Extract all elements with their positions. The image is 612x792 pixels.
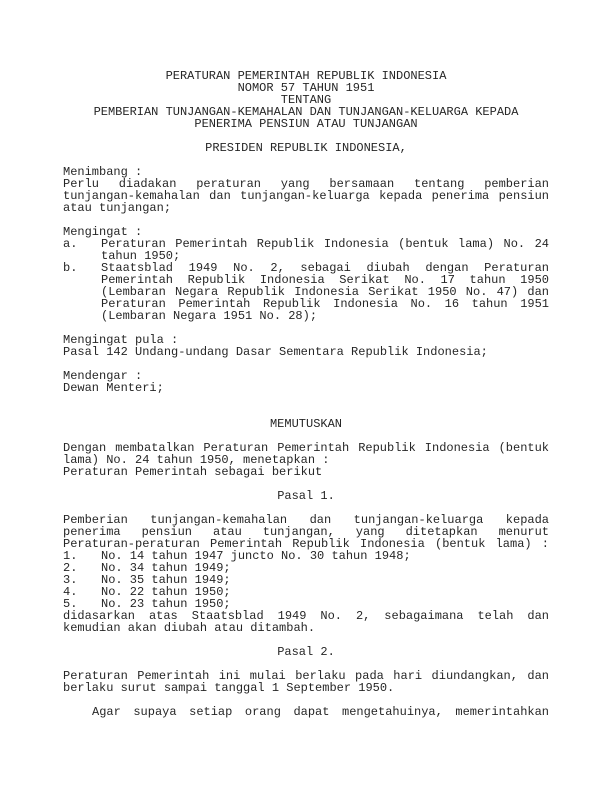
- blank-line: [63, 394, 549, 406]
- text-line: didasarkan atas Staatsblad 1949 No. 2, sebagaimana telah dan: [63, 609, 549, 623]
- text-line: Perlu diadakan peraturan yang bersamaan tentang pemberian: [63, 177, 549, 191]
- text-line: Pemberian tunjangan-kemahalan dan tunjangan-keluarga kepada: [63, 513, 549, 527]
- list-item-label: 5.: [63, 597, 78, 611]
- text-line: atau tunjangan;: [63, 201, 172, 215]
- text-line: (Lembaran Negara Republik Indonesia Serikat 1950 No. 47) dan: [101, 285, 549, 299]
- list-item-label: b.: [63, 261, 78, 275]
- text-line: tunjangan-kemahalan dan tunjangan-keluarga kepada penerima pensiun: [63, 189, 549, 203]
- list-item-text: Peraturan Pemerintah Republik Indonesia (bentuk lama) No. 24: [101, 237, 549, 251]
- heading-line: PENERIMA PENSIUN ATAU TUNJANGAN: [194, 117, 418, 131]
- text-line: Mengingat pula :: [63, 333, 179, 347]
- heading-line: MEMUTUSKAN: [269, 417, 342, 431]
- text-line: penerima pensiun atau tunjangan, yang ditetapkan menurut: [63, 525, 549, 539]
- list-item-text: No. 35 tahun 1949;: [101, 573, 231, 587]
- text-line: Peraturan Pemerintah sebagai berikut: [63, 465, 323, 479]
- text-line: berlaku surut sampai tanggal 1 September 1950.: [63, 681, 395, 695]
- list-item-label: 1.: [63, 549, 78, 563]
- text-line: Agar supaya setiap orang dapat mengetahuinya, memerintahkan: [92, 705, 549, 719]
- text-line: lama) No. 24 tahun 1950, menetapkan :: [63, 453, 330, 467]
- text-line: Dengan membatalkan Peraturan Pemerintah Republik Indonesia (bentuk: [63, 441, 549, 455]
- text-line: Mendengar :: [63, 369, 143, 383]
- text-line: Peraturan-peraturan Pemerintah Republik Indonesia (bentuk lama) :: [63, 537, 549, 551]
- text-line: Peraturan Pemerintah Republik Indonesia No. 16 tahun 1951: [101, 297, 549, 311]
- list-item-label: 2.: [63, 561, 78, 575]
- text-line: Mengingat :: [63, 225, 143, 239]
- text-line: (Lembaran Negara 1951 No. 28);: [101, 309, 318, 323]
- list-item-text: No. 34 tahun 1949;: [101, 561, 231, 575]
- heading-line: NOMOR 57 TAHUN 1951: [237, 81, 375, 95]
- list-item-text: No. 14 tahun 1947 juncto No. 30 tahun 1948;: [101, 549, 411, 563]
- text-line: tahun 1950;: [101, 249, 181, 263]
- text-line: Menimbang :: [63, 165, 143, 179]
- list-item-text: Staatsblad 1949 No. 2, sebagai diubah dengan Peraturan: [101, 261, 549, 275]
- heading-line: TENTANG: [280, 93, 332, 107]
- list-item-label: a.: [63, 237, 78, 251]
- list-item-label: 4.: [63, 585, 78, 599]
- list-item-text: No. 22 tahun 1950;: [101, 585, 231, 599]
- heading-line: Pasal 1.: [277, 489, 335, 503]
- heading-line: PRESIDEN REPUBLIK INDONESIA,: [205, 141, 407, 155]
- heading-line: Pasal 2.: [277, 645, 335, 659]
- list-item-label: 3.: [63, 573, 78, 587]
- text-line: kemudian akan diubah atau ditambah.: [63, 621, 316, 635]
- heading-line: PERATURAN PEMERINTAH REPUBLIK INDONESIA: [165, 69, 447, 83]
- text-line: Pemerintah Republik Indonesia Serikat No. 17 tahun 1950: [101, 273, 549, 287]
- text-line: Peraturan Pemerintah ini mulai berlaku pada hari diundangkan, dan: [63, 669, 549, 683]
- heading-line: PEMBERIAN TUNJANGAN-KEMAHALAN DAN TUNJANGAN-KELUARGA KEPADA: [93, 105, 519, 119]
- list-item-text: No. 23 tahun 1950;: [101, 597, 231, 611]
- text-line: Pasal 142 Undang-undang Dasar Sementara Republik Indonesia;: [63, 345, 488, 359]
- text-line: Dewan Menteri;: [63, 381, 164, 395]
